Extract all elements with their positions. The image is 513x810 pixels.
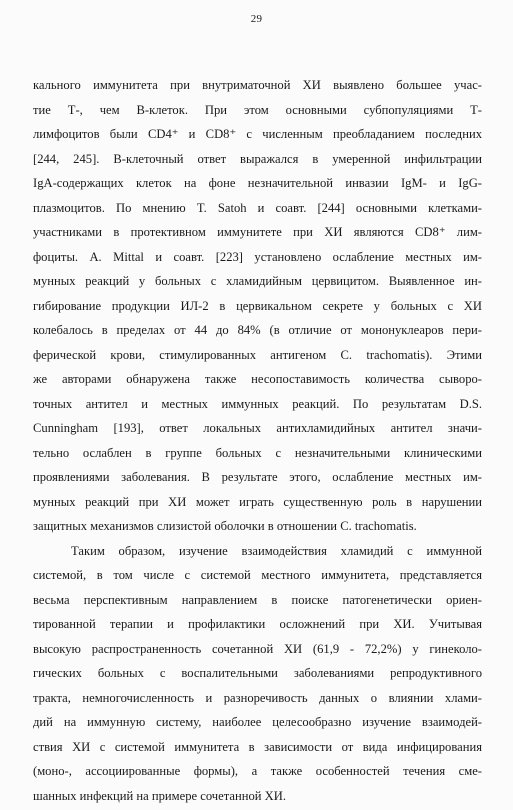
body-text xyxy=(33,73,482,808)
text-line: участниками в протективном иммунитете при ХИ являются CD8⁺ лим- xyxy=(33,225,482,239)
text-line: высокую распространенность сочетанной ХИ (61,9 - 72,2%) у гинеколо- xyxy=(33,641,482,656)
text-line: мунных реакций у больных с хламидийным цервицитом. Выявленное ин- xyxy=(33,274,482,288)
text-line: весьма перспективным направлением в поиске патогенетически ориен- xyxy=(33,592,482,607)
text-line: тельно ослаблен в группе больных с незначительными клиническими xyxy=(33,445,482,460)
text-line: проявлениями заболевания. В результате этого, ослабление местных им- xyxy=(33,470,482,484)
text-line: гических больных с воспалительными заболеваниями репродуктивного xyxy=(33,666,482,680)
text-line: Cunningham [193], ответ локальных антихламидийных антител значи- xyxy=(33,421,482,435)
paragraph-end-line: защитных механизмов слизистой оболочки в отношении C. trachomatis. xyxy=(33,519,417,533)
text-line: лимфоцитов были CD4⁺ и CD8⁺ с численным преобладанием последних xyxy=(33,127,482,141)
text-line: ствия ХИ с системой иммунитета в зависимости от вида инфицирования xyxy=(33,739,482,754)
text-line: тракта, немногочисленность и разноречивость данных о влиянии хлами- xyxy=(33,690,482,705)
text-line: IgA-содержащих клеток на фоне незначительной инвазии IgM- и IgG- xyxy=(33,176,482,190)
text-line: точных антител и местных иммунных реакций. По результатам D.S. xyxy=(33,396,482,411)
text-line: плазмоцитов. По мнению T. Satoh и соавт. [244] основными клетками- xyxy=(33,200,482,215)
text-line: мунных реакций при ХИ может играть существенную роль в нарушении xyxy=(33,494,482,509)
text-line: кального иммунитета при внутриматочной ХИ выявлено большее учас- xyxy=(33,78,482,92)
text-line: тие Т-, чем В-клеток. При этом основными субпопуляциями Т- xyxy=(33,102,482,117)
text-line: колебалось в пределах от 44 до 84% (в отличие от мононуклеаров пери- xyxy=(33,323,482,337)
text-line: дий на иммунную систему, наиболее целесообразно изучение взаимодей- xyxy=(33,715,482,729)
paragraph-end-line: шанных инфекций на примере сочетанной ХИ. xyxy=(33,788,286,803)
page-number: 29 xyxy=(250,13,263,25)
text-line: ферической крови, стимулированных антигеном C. trachomatis). Этими xyxy=(33,347,482,362)
text-line: тированной терапии и профилактики осложнений при ХИ. Учитывая xyxy=(33,617,482,631)
text-line: же авторами обнаружена также несопоставимость количества сыворо- xyxy=(33,372,482,386)
paragraph-first-line: Таким образом, изучение взаимодействия хламидий с иммунной xyxy=(71,543,482,558)
text-line: (моно-, ассоциированные формы), а также особенностей течения сме- xyxy=(33,764,482,778)
text-line: [244, 245]. В-клеточный ответ выражался в умеренной инфильтрации xyxy=(33,151,482,166)
text-line: гибирование продукции ИЛ-2 в цервикальном секрете у больных с ХИ xyxy=(33,298,482,313)
text-line: фоциты. A. Mittal и соавт. [223] установлено ослабление местных им- xyxy=(33,249,482,264)
text-line: системой, в том числе с системой местного иммунитета, представляется xyxy=(33,568,482,582)
